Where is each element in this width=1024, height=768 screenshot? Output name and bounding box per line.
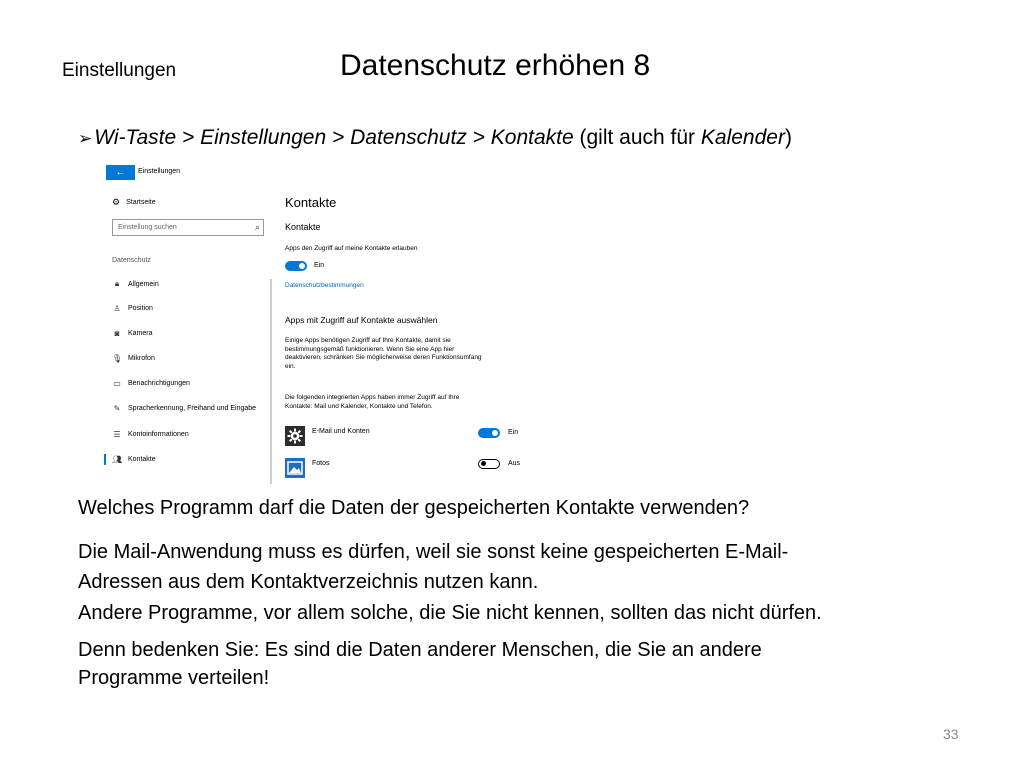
sidebar-item-label: Kamera: [128, 330, 153, 337]
desc-line: Die folgenden integrierten Apps haben immer Zugriff auf Ihre: [285, 394, 460, 401]
photos-app-toggle[interactable]: [478, 459, 500, 469]
desc-line: Kontakte: Mail und Kalender, Kontakte und Telefon.: [285, 402, 433, 410]
lock-icon: 🔒︎: [114, 279, 120, 288]
slide-title: Datenschutz erhöhen 8: [340, 49, 651, 82]
bullet-arrow-icon: ➢: [78, 129, 93, 148]
sidebar-item-spracherkennung[interactable]: [112, 404, 272, 413]
account-icon: ☰: [113, 430, 121, 439]
sidebar-item-label: Benachrichtigungen: [128, 380, 190, 387]
sidebar-item-mikrofon[interactable]: [112, 354, 155, 363]
paragraph-line: Adressen aus dem Kontaktverzeichnis nutzen kann.: [78, 571, 539, 593]
sidebar-item-label: Position: [128, 305, 153, 312]
paragraph-mail: [78, 540, 958, 594]
notification-icon: ▭: [113, 379, 121, 388]
app-state: Aus: [508, 460, 521, 467]
sidebar-item-kamera[interactable]: [112, 329, 153, 338]
home-nav-item[interactable]: [112, 197, 156, 208]
sidebar-item-label: Mikrofon: [128, 355, 155, 362]
app-name: Fotos: [312, 460, 330, 467]
description-2: [285, 394, 459, 411]
access-toggle[interactable]: [285, 261, 307, 271]
path-main: Wi-Taste > Einstellungen > Datenschutz > Kontakte: [94, 126, 574, 149]
paragraph-line: Denn bedenken Sie: Es sind die Daten anderer Menschen, die Sie an andere: [78, 639, 762, 661]
sidebar-item-label: Spracherkennung, Freihand und Eingabe: [128, 405, 257, 412]
app-state: Ein: [508, 429, 519, 436]
page-number: 33: [943, 726, 959, 742]
search-icon: ⌕: [254, 222, 260, 232]
sidebar-item-allgemein[interactable]: [112, 279, 159, 289]
gear-icon: ⚙: [112, 197, 121, 207]
paragraph-other-programs: Andere Programme, vor allem solche, die Sie nicht kennen, sollten das nicht dürfen.: [78, 602, 822, 624]
desc-line: Einige Apps benötigen Zugriff auf Ihre Kontakte, damit sie: [285, 337, 451, 344]
sidebar-item-label: Kontoinformationen: [128, 431, 189, 438]
path-close: ): [784, 126, 792, 149]
mail-app-toggle[interactable]: [478, 428, 500, 438]
access-label: Apps den Zugriff auf meine Kontakte erlauben: [285, 245, 418, 252]
path-calendar: Kalender: [700, 126, 785, 149]
settings-search-input[interactable]: [112, 219, 264, 236]
description-1: [285, 337, 482, 371]
location-icon: ♙: [113, 304, 121, 313]
mail-app-icon: [285, 426, 305, 446]
search-placeholder: Einstellung suchen: [118, 224, 177, 231]
desc-line: ein.: [285, 362, 296, 370]
contacts-icon: 👥︎: [112, 455, 123, 464]
window-title: Einstellungen: [138, 168, 181, 175]
pane-divider: [270, 279, 272, 484]
app-name: E-Mail und Konten: [312, 428, 370, 435]
photos-app-icon: [285, 458, 305, 478]
camera-icon: ◙: [114, 329, 120, 338]
paragraph-line: Programme verteilen!: [78, 667, 270, 689]
paragraph-line: Die Mail-Anwendung muss es dürfen, weil sie sonst keine gespeicherten E-Mail-: [78, 541, 789, 563]
window-titlebar: [104, 162, 534, 182]
back-arrow-icon: ←: [115, 167, 126, 178]
pen-icon: ✎: [113, 404, 121, 413]
nav-section-label: Datenschutz: [112, 257, 151, 264]
sidebar-item-benachrichtigungen[interactable]: [112, 379, 190, 388]
home-label: Startseite: [126, 199, 156, 206]
sidebar-item-label: Kontakte: [128, 456, 156, 463]
paragraph-question: Welches Programm darf die Daten der gespeicherten Kontakte verwenden?: [78, 497, 750, 519]
sidebar-item-position[interactable]: [112, 304, 153, 313]
path-note: (gilt auch für: [573, 126, 701, 149]
sidebar-item-kontoinformationen[interactable]: [112, 430, 189, 439]
sub-heading: Kontakte: [285, 222, 321, 232]
sidebar-item-label: Allgemein: [128, 280, 159, 288]
page-heading: Kontakte: [285, 195, 337, 210]
desc-line: deaktivieren, schränken Sie möglicherweise deren Funktionsumfang: [285, 354, 482, 361]
privacy-link[interactable]: Datenschutzbestimmungen: [285, 282, 364, 289]
back-button[interactable]: [106, 165, 135, 180]
desc-line: bestimmungsgemäß funktionieren. Wenn Sie eine App hier: [285, 345, 455, 353]
settings-path-line: [78, 126, 792, 150]
sidebar-item-kontakte[interactable]: [112, 455, 156, 464]
paragraph-warning: [78, 638, 958, 690]
choose-apps-heading: Apps mit Zugriff auf Kontakte auswählen: [285, 315, 438, 325]
slide-category: Einstellungen: [62, 60, 177, 81]
access-state: Ein: [314, 262, 325, 269]
microphone-icon: 🎙︎: [112, 354, 123, 363]
settings-screenshot: [104, 162, 534, 484]
